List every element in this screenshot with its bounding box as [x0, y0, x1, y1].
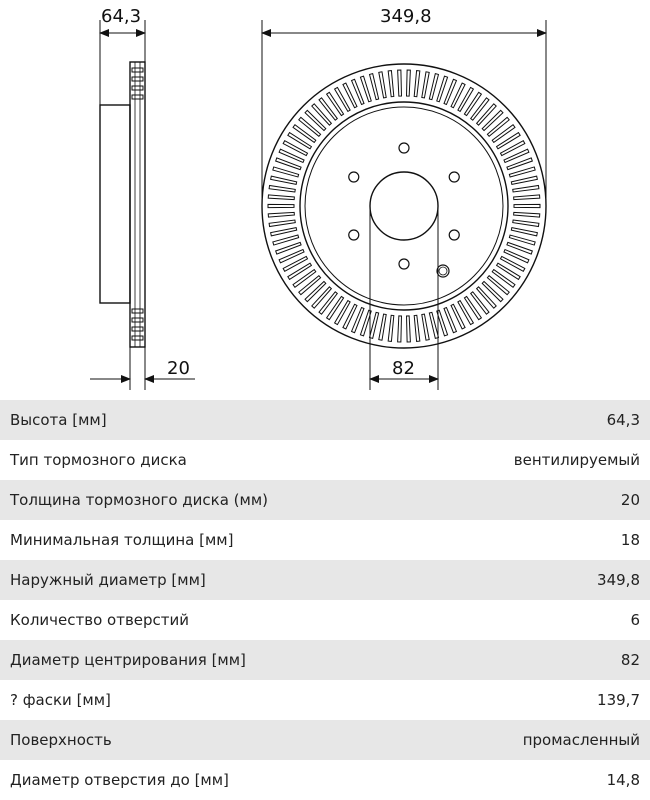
spec-row: [0, 560, 650, 600]
cooling-vent: [514, 212, 540, 217]
spec-value: 6: [630, 611, 640, 629]
spec-value: 349,8: [597, 571, 640, 589]
cooling-vent: [513, 220, 539, 227]
spec-label: Диаметр отверстия до [мм]: [10, 771, 229, 789]
cooling-vent: [398, 70, 402, 96]
spec-value: вентилируемый: [513, 451, 640, 469]
cooling-vent: [271, 176, 297, 184]
center-dimension-label: 82: [392, 358, 415, 379]
cooling-vent: [422, 72, 429, 98]
cooling-vent: [500, 141, 524, 156]
cooling-vent: [370, 74, 379, 100]
spec-label: Диаметр центрирования [мм]: [10, 651, 246, 669]
spec-value: 82: [620, 651, 640, 669]
side-vent: [132, 68, 143, 72]
hat-edge: [305, 107, 503, 305]
side-vent: [132, 327, 143, 331]
cooling-vent: [268, 204, 294, 207]
cooling-vent: [283, 141, 307, 156]
spec-row: [0, 520, 650, 560]
spec-value: 14,8: [606, 771, 640, 789]
bolt-hole: [399, 143, 409, 153]
cooling-vent: [379, 314, 386, 340]
thickness-dimension-label: 20: [167, 358, 190, 379]
cooling-vent: [451, 304, 465, 329]
cooling-vent: [429, 74, 438, 100]
cooling-vent: [273, 235, 299, 245]
cooling-vent: [509, 235, 535, 245]
cooling-vent: [370, 312, 379, 338]
bolt-hole: [449, 230, 459, 240]
spec-value: 64,3: [606, 411, 640, 429]
side-vent: [132, 318, 143, 322]
spec-label: Минимальная толщина [мм]: [10, 531, 234, 549]
cooling-vent: [273, 167, 299, 177]
cooling-vent: [414, 315, 420, 341]
inner-rim: [300, 102, 508, 310]
spec-value: 18: [620, 531, 640, 549]
side-vent: [132, 309, 143, 313]
spec-label: ? фаски [мм]: [10, 691, 111, 709]
spec-label: Толщина тормозного диска (мм): [10, 491, 269, 509]
disc-edge: [130, 62, 145, 347]
spec-row: [0, 400, 650, 440]
spec-label: Поверхность: [10, 731, 112, 749]
cooling-vent: [343, 304, 357, 329]
spec-row: [0, 600, 650, 640]
spec-row: [0, 640, 650, 680]
cooling-vent: [414, 71, 420, 97]
cooling-vent: [268, 195, 294, 200]
spec-row: [0, 440, 650, 480]
spec-row: [0, 480, 650, 520]
cooling-vent: [343, 83, 357, 108]
bolt-hole: [399, 259, 409, 269]
spec-value: 139,7: [597, 691, 640, 709]
spec-value: 20: [620, 491, 640, 509]
cooling-vent: [451, 83, 465, 108]
side-vent: [132, 336, 143, 340]
cooling-vent: [407, 70, 411, 96]
side-view: [90, 20, 195, 390]
cooling-vent: [513, 185, 539, 192]
hub-body: [100, 105, 130, 303]
side-vent: [132, 77, 143, 81]
bolt-hole: [349, 172, 359, 182]
cooling-vent: [500, 256, 524, 271]
cooling-vent: [388, 315, 394, 341]
cooling-vent: [268, 212, 294, 217]
cooling-vent: [269, 220, 295, 227]
spec-label: Тип тормозного диска: [10, 451, 187, 469]
cooling-vent: [514, 204, 540, 207]
spec-label: Наружный диаметр [мм]: [10, 571, 206, 589]
cooling-vent: [269, 185, 295, 192]
cooling-vent: [271, 228, 297, 236]
cooling-vent: [514, 195, 540, 200]
cooling-vent: [511, 176, 537, 184]
cooling-vent: [335, 301, 351, 325]
specification-table: [0, 400, 650, 800]
bolt-hole: [449, 172, 459, 182]
spec-label: Высота [мм]: [10, 411, 107, 429]
cooling-vent: [422, 314, 429, 340]
side-vent: [132, 86, 143, 90]
cooling-vent: [388, 71, 394, 97]
spec-label: Количество отверстий: [10, 611, 190, 629]
cooling-vent: [407, 316, 411, 342]
spec-row: [0, 760, 650, 800]
cooling-vent: [511, 228, 537, 236]
cooling-vent: [429, 312, 438, 338]
cooling-vent: [398, 316, 402, 342]
spec-value: промасленный: [522, 731, 640, 749]
cooling-vent: [458, 301, 474, 325]
cooling-vent: [458, 87, 474, 111]
cooling-vent: [283, 256, 307, 271]
spec-row: [0, 720, 650, 760]
front-view: [262, 20, 546, 390]
bolt-hole: [349, 230, 359, 240]
cooling-vent: [335, 87, 351, 111]
cooling-vent: [379, 72, 386, 98]
spec-row: [0, 680, 650, 720]
cooling-vent: [509, 167, 535, 177]
side-vent: [132, 95, 143, 99]
height-dimension-label: 64,3: [101, 6, 142, 27]
diameter-dimension-label: 349,8: [380, 6, 432, 27]
